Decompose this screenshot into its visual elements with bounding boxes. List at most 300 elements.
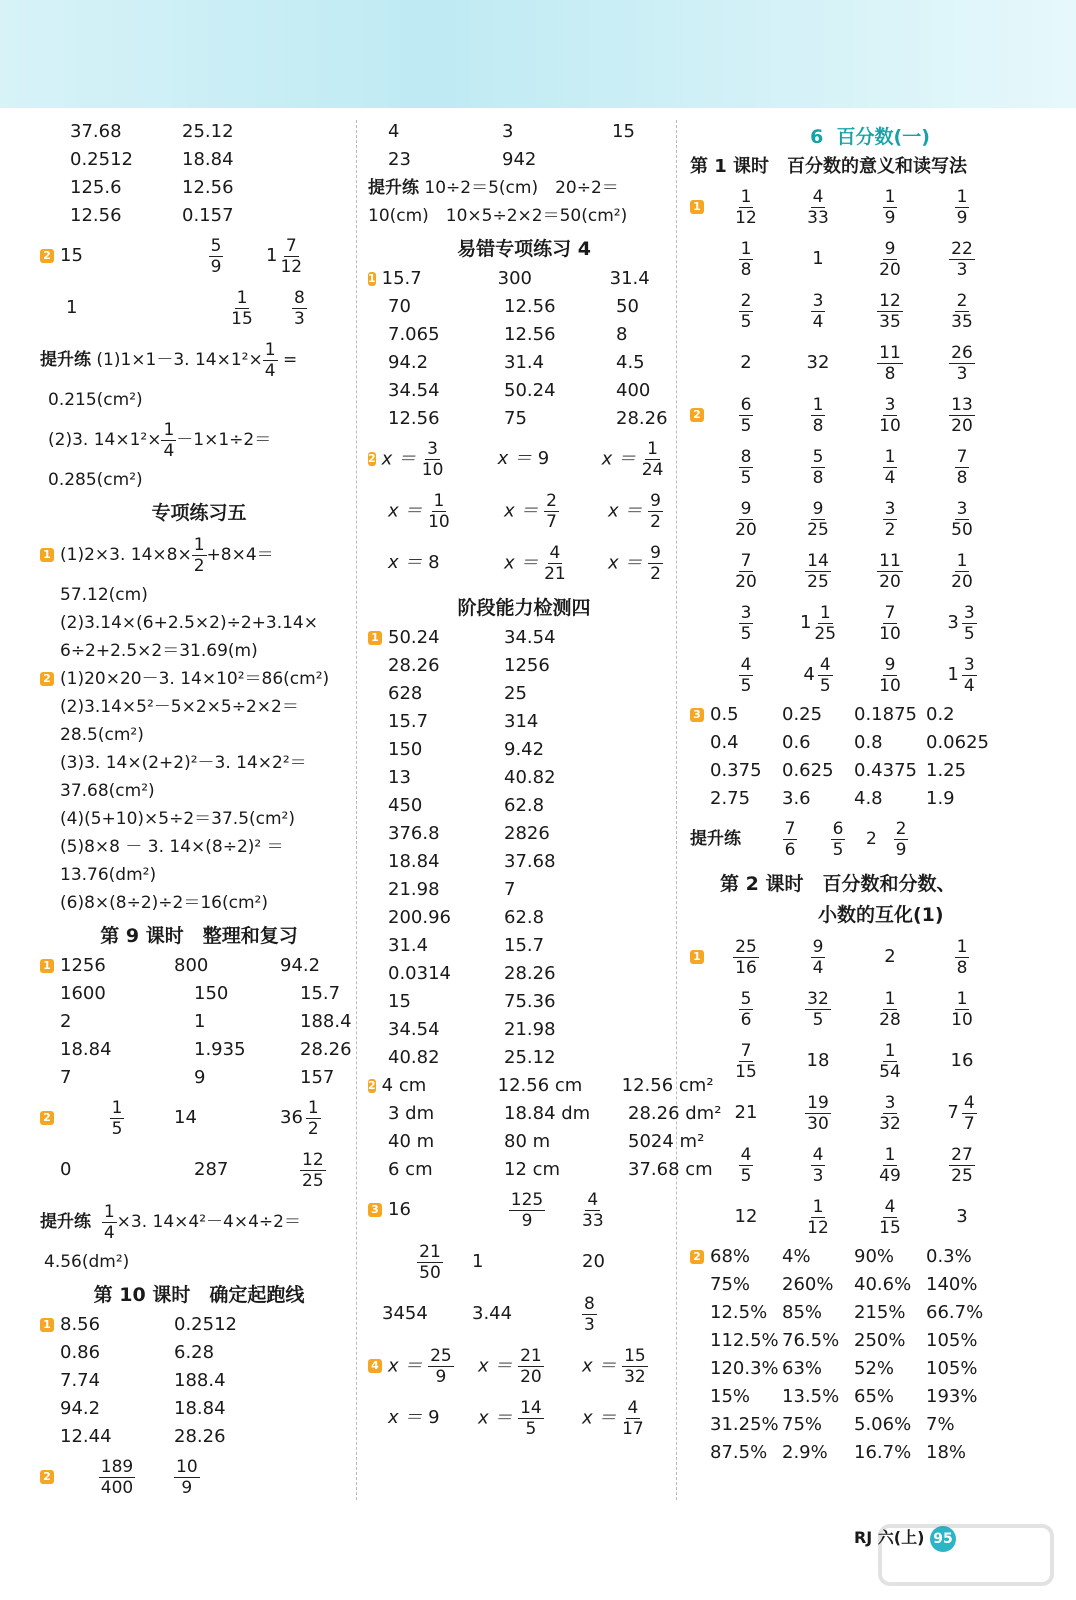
answer-cell: 7 — [504, 879, 516, 900]
answer-cell: 40.6% — [854, 1274, 912, 1295]
answer-cell — [782, 291, 854, 332]
answer-cell — [926, 291, 998, 332]
mixed-number: 4 $\frac{4}{5}$ — [803, 654, 831, 696]
answer-row — [368, 1044, 680, 1072]
answer-cell: 18.84 dm — [504, 1103, 591, 1124]
answer-cell: 200.96 — [388, 907, 451, 928]
tisheng-line: 提升练 10÷2＝5(cm) 20÷2＝ — [368, 178, 619, 198]
answer-cell: 50.24 — [504, 380, 556, 401]
answer-row — [368, 1128, 705, 1156]
answer-cell: 105% — [926, 1358, 978, 1379]
answer-cell: 6 cm — [388, 1159, 433, 1180]
answer-row — [368, 321, 680, 349]
fraction: $\frac{3}{10}$ — [421, 438, 444, 480]
answer-cell — [926, 551, 998, 592]
answer-cell — [854, 447, 926, 488]
answer-cell: 0.6 — [782, 732, 811, 753]
answer-cell: 193% — [926, 1386, 978, 1407]
tisheng-line: 提升练 $\frac{1}{4}$ ×3. 14×4²－4×4÷2＝ — [40, 1201, 301, 1243]
equation-cell: x ＝ 9 — [497, 448, 550, 469]
answer-cell: 75.36 — [504, 991, 556, 1012]
answer-block — [690, 389, 1050, 597]
answer-cell — [926, 187, 998, 228]
answer-cell: 105% — [926, 1330, 978, 1351]
section-title: 阶段能力检测四 — [457, 597, 591, 619]
answer-row: 1600 150 15.7 — [60, 983, 341, 1004]
answer-cell: 94.2 — [388, 352, 429, 373]
answer-row: 12.56 0.157 — [70, 205, 234, 226]
answer-cell: 18.84 — [388, 851, 440, 872]
answer-row — [690, 597, 1050, 649]
answer-cell: 40.82 — [504, 767, 556, 788]
answer-cell — [854, 655, 926, 696]
fraction: $\frac{2}{5}$ — [740, 290, 752, 332]
fraction: $\frac{21}{50}$ — [419, 1241, 441, 1283]
answer-cell — [710, 989, 782, 1030]
answer-cell: 150 — [388, 739, 423, 760]
fraction: $\frac{12}{35}$ — [879, 290, 901, 332]
answer-row — [690, 701, 1050, 729]
answer-row — [690, 1355, 1050, 1383]
answer-cell: 76.5% — [782, 1330, 840, 1351]
fraction: $\frac{9}{4}$ — [812, 936, 824, 978]
answer-cell — [710, 499, 782, 540]
fraction: $\frac{4}{5}$ — [819, 654, 831, 696]
answer-block — [690, 931, 1050, 1243]
answer-row: 0.86 6.28 — [60, 1342, 215, 1363]
question-badge: 1 — [368, 631, 382, 645]
fraction: $\frac{9}{10}$ — [879, 654, 901, 696]
mixed-number: 1 $\frac{1}{25}$ — [799, 602, 837, 644]
fraction: $\frac{3}{4}$ — [812, 290, 824, 332]
fraction: $\frac{1}{2}$ — [193, 534, 205, 576]
answer-row: 1 $\frac{1}{15}$ $\frac{8}{3}$ — [66, 287, 305, 329]
answer-row — [690, 729, 1050, 757]
answer-row — [368, 820, 680, 848]
fraction: $\frac{3}{4}$ — [963, 654, 975, 696]
fraction: $\frac{1}{4}$ — [103, 1201, 115, 1243]
answer-cell — [782, 395, 854, 436]
answer-cell — [854, 1093, 926, 1134]
question-badge: 3 — [690, 708, 704, 722]
answer-cell: 68% — [710, 1246, 751, 1267]
answer-cell — [854, 1197, 926, 1238]
answer-row — [690, 649, 1050, 701]
answer-text: 0.215(cm²) — [48, 390, 143, 410]
answer-cell: 215% — [854, 1302, 906, 1323]
question-badge: 2 — [690, 1250, 704, 1264]
answer-row: 23 942 — [388, 149, 537, 170]
answer-cell — [854, 603, 926, 644]
fraction: $\frac{11}{8}$ — [879, 342, 901, 384]
answer-row: 4 3 15 — [388, 121, 635, 142]
answer-line: 2 (1)20×20－3. 14×10²＝86(cm²) — [40, 665, 358, 693]
fraction: $\frac{7}{8}$ — [956, 446, 968, 488]
answer-row — [690, 1439, 1050, 1467]
fraction: $\frac{1}{8}$ — [812, 394, 824, 436]
answer-cell: 4% — [782, 1246, 811, 1267]
answer-cell: 0.2 — [926, 704, 955, 725]
answer-row — [368, 293, 680, 321]
answer-cell: 7.065 — [388, 324, 440, 345]
fraction: $\frac{1}{9}$ — [884, 186, 896, 228]
question-badge: 1 — [690, 200, 704, 214]
answer-text: (3)3. 14×(2+2)²－3. 14×2²＝ — [60, 753, 307, 773]
answer-cell: 21.98 — [504, 1019, 556, 1040]
answer-cell: 1.9 — [926, 788, 955, 809]
fraction: $\frac{3}{5}$ — [740, 602, 752, 644]
answer-row: 2 15 $\frac{5}{9}$ 1 $\frac{7}{12}$ — [40, 230, 358, 282]
question-badge: 2 — [368, 1079, 376, 1092]
answer-cell: 15.7 — [381, 268, 422, 289]
answer-cell: 140% — [926, 1274, 978, 1295]
answer-text: 57.12(cm) — [60, 585, 148, 605]
answer-cell: 12.56 — [388, 408, 440, 429]
answer-text: (2)3.14×5²－5×2×5÷2×2＝ — [60, 697, 299, 717]
answer-row — [690, 1411, 1050, 1439]
answer-cell: 28.26 — [616, 408, 668, 429]
answer-text: (2)3.14×(6+2.5×2)÷2+3.14× — [60, 613, 318, 633]
answer-row — [690, 389, 1050, 441]
answer-cell — [710, 937, 782, 978]
fraction: $\frac{1}{8}$ — [956, 936, 968, 978]
answer-cell: 15% — [710, 1386, 751, 1407]
answer-cell: 28.26 dm² — [628, 1103, 722, 1124]
fraction: $\frac{11}{20}$ — [879, 550, 901, 592]
answer-row — [690, 545, 1050, 597]
answer-text: 28.5(cm²) — [60, 725, 144, 745]
fraction: $\frac{1}{24}$ — [641, 438, 664, 480]
answer-cell — [710, 447, 782, 488]
answer-cell — [926, 395, 998, 436]
question-badge: 2 — [368, 452, 376, 465]
answer-cell: 314 — [504, 711, 539, 732]
answer-cell: 300 — [497, 268, 533, 289]
fraction: $\frac{27}{25}$ — [951, 1144, 973, 1186]
fraction: $\frac{8}{3}$ — [294, 287, 305, 329]
mixed-number: 7 $\frac{4}{7}$ — [947, 1092, 975, 1134]
answer-cell: 25.12 — [504, 1047, 556, 1068]
answer-cell: 1 — [812, 248, 824, 269]
answer-block — [690, 1243, 1050, 1467]
fraction: $\frac{4}{15}$ — [879, 1196, 901, 1238]
answer-row — [368, 932, 680, 960]
question-badge: 1 — [40, 959, 54, 973]
fraction: $\frac{5}{8}$ — [812, 446, 824, 488]
fraction: $\frac{9}{2}$ — [650, 542, 661, 584]
mixed-number: 36 $\frac{1}{2}$ — [280, 1097, 319, 1139]
header-band — [0, 0, 1076, 108]
answer-cell: 31.4 — [504, 352, 545, 373]
answer-cell: 260% — [782, 1274, 834, 1295]
answer-cell — [710, 1145, 782, 1186]
answer-line: 1 (1)2×3. 14×8× $\frac{1}{2}$ +8×4＝ — [40, 529, 358, 581]
answer-cell — [782, 187, 854, 228]
equation-cell: x ＝ $\frac{1}{24}$ — [601, 438, 664, 480]
answer-text: 37.68(cm²) — [60, 781, 155, 801]
answer-cell: 31.4 — [609, 268, 650, 289]
answer-cell: 0.4 — [710, 732, 739, 753]
answer-cell: 85% — [782, 1302, 823, 1323]
fraction: $\frac{3}{10}$ — [879, 394, 901, 436]
answer-row — [690, 931, 1050, 983]
answer-text: 4.56(dm²) — [44, 1252, 130, 1272]
fraction: $\frac{1}{10}$ — [951, 988, 973, 1030]
mixed-number: 1 $\frac{7}{12}$ — [266, 235, 303, 277]
answer-cell: 21 — [734, 1102, 758, 1123]
fraction: $\frac{4}{33}$ — [807, 186, 829, 228]
fraction: $\frac{1}{15}$ — [231, 287, 253, 329]
answer-cell: 376.8 — [388, 823, 440, 844]
fraction: $\frac{1}{4}$ — [163, 419, 175, 461]
answer-cell: 75% — [782, 1414, 823, 1435]
answer-row: 2 $\frac{1}{5}$ 14 36 $\frac{1}{2}$ — [40, 1092, 358, 1144]
fraction: $\frac{22}{3}$ — [951, 238, 973, 280]
answer-cell: 0.5 — [710, 704, 739, 725]
answer-row — [368, 265, 680, 293]
answer-cell: 0.1875 — [854, 704, 917, 725]
answer-cell: 7% — [926, 1414, 955, 1435]
answer-row — [690, 337, 1050, 389]
fraction: $\frac{1}{9}$ — [956, 186, 968, 228]
answer-cell: 0.4375 — [854, 760, 917, 781]
answer-cell — [926, 239, 998, 280]
column-2 — [368, 118, 722, 1444]
page-number: 95 — [930, 1526, 956, 1552]
answer-cell — [854, 239, 926, 280]
answer-row — [368, 433, 680, 485]
answer-cell — [854, 1041, 926, 1082]
answer-cell: 628 — [388, 683, 423, 704]
fraction: $\frac{189}{400}$ — [100, 1456, 134, 1498]
answer-cell: 37.68 — [504, 851, 556, 872]
answer-cell: 75 — [504, 408, 527, 429]
answer-cell: 400 — [616, 380, 651, 401]
answer-cell — [854, 989, 926, 1030]
fraction: $\frac{25}{16}$ — [735, 936, 757, 978]
answer-cell — [926, 655, 998, 696]
answer-cell: 50.24 — [388, 627, 440, 648]
fraction: $\frac{12}{25}$ — [302, 1149, 324, 1191]
column-1 — [40, 118, 358, 1503]
answer-cell: 15.7 — [388, 711, 429, 732]
answer-cell: 3 — [956, 1206, 968, 1227]
answer-cell: 34.54 — [388, 1019, 440, 1040]
fraction: $\frac{2}{7}$ — [546, 490, 557, 532]
answer-cell: 25 — [504, 683, 527, 704]
answer-cell: 28.26 — [504, 963, 556, 984]
fraction: $\frac{1}{20}$ — [951, 550, 973, 592]
answer-cell — [854, 551, 926, 592]
answer-cell: 18% — [926, 1442, 967, 1463]
answer-block — [368, 1072, 722, 1184]
fraction: $\frac{3}{32}$ — [879, 1092, 901, 1134]
answer-row — [368, 624, 680, 652]
answer-row: 7.74 188.4 — [60, 1370, 226, 1391]
answer-row — [368, 537, 680, 589]
answer-row — [690, 181, 1050, 233]
answer-row: 0 287 $\frac{12}{25}$ — [60, 1149, 324, 1191]
answer-row — [368, 1100, 722, 1128]
section-title: 易错专项练习 4 — [457, 238, 591, 260]
fraction: $\frac{9}{20}$ — [879, 238, 901, 280]
answer-cell — [710, 291, 782, 332]
answer-text: (4)(5+10)×5÷2＝37.5(cm²) — [60, 809, 295, 829]
fraction: $\frac{26}{3}$ — [951, 342, 973, 384]
question-badge: 1 — [690, 950, 704, 964]
watermark-logo — [876, 1520, 1056, 1590]
answer-cell: 2 — [884, 946, 896, 967]
answer-cell — [854, 499, 926, 540]
answer-row — [690, 1383, 1050, 1411]
answer-cell: 0.375 — [710, 760, 762, 781]
answer-cell — [926, 1093, 998, 1134]
answer-text: 6÷2+2.5×2＝31.69(m) — [60, 641, 258, 661]
answer-cell: 18 — [806, 1050, 830, 1071]
answer-row — [368, 988, 680, 1016]
answer-cell: 250% — [854, 1330, 906, 1351]
tisheng-line: (2)3. 14×1²× $\frac{1}{4}$ －1×1÷2＝ — [48, 419, 272, 461]
fraction: $\frac{1}{8}$ — [740, 238, 752, 280]
answer-row — [368, 377, 680, 405]
answer-block — [690, 181, 1050, 389]
question-badge: 1 — [368, 272, 376, 285]
answer-cell: 16.7% — [854, 1442, 912, 1463]
answer-cell: 12 — [734, 1206, 758, 1227]
answer-row — [368, 485, 680, 537]
answer-row — [368, 680, 680, 708]
answer-row: 1 1256 800 94.2 — [40, 952, 358, 980]
answer-block — [368, 624, 680, 1072]
answer-row — [690, 785, 1050, 813]
tisheng-line: 提升练 $\frac{7}{6}$ $\frac{6}{5}$ 2 $\frac{2}{9}$ — [690, 818, 907, 860]
fraction: $\frac{7}{10}$ — [879, 602, 901, 644]
answer-cell: 3.6 — [782, 788, 811, 809]
answer-row — [690, 1191, 1050, 1243]
answer-cell: 2826 — [504, 823, 550, 844]
column-3 — [690, 118, 1050, 1467]
answer-row — [690, 1271, 1050, 1299]
answer-row: 7 9 157 — [60, 1067, 335, 1088]
answer-cell: 15 — [388, 991, 411, 1012]
equation-cell: x ＝ $\frac{9}{2}$ — [608, 490, 661, 532]
answer-cell: 0.0314 — [388, 963, 451, 984]
fraction: $\frac{13}{20}$ — [951, 394, 973, 436]
answer-cell: 34.54 — [388, 380, 440, 401]
answer-cell: 12.56 cm — [497, 1075, 583, 1096]
answer-text: 0.285(cm²) — [48, 470, 143, 490]
answer-cell: 12.5% — [710, 1302, 768, 1323]
fraction: $\frac{1}{5}$ — [111, 1097, 123, 1139]
lesson-title: 小数的互化(1) — [818, 904, 944, 926]
answer-cell — [854, 187, 926, 228]
answer-block — [368, 265, 680, 433]
fraction: $\frac{10}{9}$ — [176, 1456, 198, 1498]
answer-cell — [926, 343, 998, 384]
answer-cell: 2.75 — [710, 788, 751, 809]
answer-cell — [926, 937, 998, 978]
answer-cell: 3 dm — [388, 1103, 435, 1124]
answer-cell: 31.4 — [388, 935, 429, 956]
answer-cell: 90% — [854, 1246, 895, 1267]
answer-cell — [710, 239, 782, 280]
answer-cell: 5024 m² — [628, 1131, 705, 1152]
answer-row — [368, 848, 680, 876]
answer-cell — [710, 551, 782, 592]
answer-cell: 0.625 — [782, 760, 834, 781]
equation-cell: x ＝ $\frac{4}{21}$ — [504, 542, 566, 584]
answer-row — [368, 405, 680, 433]
answer-cell — [710, 395, 782, 436]
answer-row — [690, 493, 1050, 545]
answer-cell: 0.3% — [926, 1246, 972, 1267]
fraction: $\frac{19}{30}$ — [807, 1092, 829, 1134]
question-badge: 2 — [40, 1111, 54, 1125]
answer-row — [690, 1243, 1050, 1271]
fraction: $\frac{125}{9}$ — [510, 1189, 544, 1231]
fraction: $\frac{1}{54}$ — [879, 1040, 901, 1082]
answer-row: 1 8.56 0.2512 — [40, 1311, 358, 1339]
answer-cell: 63% — [782, 1358, 823, 1379]
answer-cell: 8 — [616, 324, 628, 345]
answer-cell — [782, 1197, 854, 1238]
question-badge: 2 — [40, 672, 54, 686]
answer-cell: 66.7% — [926, 1302, 984, 1323]
equation-cell: x ＝ 8 — [388, 552, 440, 573]
answer-cell — [854, 291, 926, 332]
fraction: $\frac{7}{15}$ — [735, 1040, 757, 1082]
fraction: $\frac{4}{21}$ — [544, 542, 566, 584]
answer-cell — [782, 499, 854, 540]
fraction: $\frac{1}{49}$ — [879, 1144, 901, 1186]
answer-cell: 450 — [388, 795, 423, 816]
answer-row — [368, 1156, 713, 1184]
answer-text: (5)8×8 － 3. 14×(8÷2)² ＝ — [60, 837, 284, 857]
answer-row — [368, 652, 680, 680]
fraction: $\frac{1}{25}$ — [814, 602, 837, 644]
answer-cell: 4.5 — [616, 352, 645, 373]
answer-cell — [710, 603, 782, 644]
fraction: $\frac{2}{35}$ — [951, 290, 973, 332]
fraction: $\frac{4}{5}$ — [740, 654, 752, 696]
fraction: $\frac{9}{20}$ — [735, 498, 757, 540]
lesson-title: 第 1 课时 百分数的意义和读写法 — [690, 156, 968, 177]
answer-cell: 1256 — [504, 655, 550, 676]
answer-row — [368, 736, 680, 764]
answer-cell: 5.06% — [854, 1414, 912, 1435]
fraction: $\frac{4}{5}$ — [740, 1144, 752, 1186]
answer-row: 2 1 188.4 — [60, 1011, 352, 1032]
answer-cell: 80 m — [504, 1131, 551, 1152]
answer-cell: 70 — [388, 296, 411, 317]
answer-row — [368, 1016, 680, 1044]
answer-cell: 13 — [388, 767, 411, 788]
answer-row — [368, 792, 680, 820]
answer-row — [690, 1087, 1050, 1139]
answer-row: $\frac{21}{50}$ 1 20 — [368, 1236, 680, 1288]
answer-cell — [926, 1145, 998, 1186]
answer-row — [368, 764, 680, 792]
answer-cell: 32 — [806, 352, 830, 373]
answer-cell: 52% — [854, 1358, 895, 1379]
fraction: $\frac{8}{5}$ — [740, 446, 752, 488]
answer-cell — [782, 655, 854, 696]
answer-row: x ＝ 9 x ＝ $\frac{14}{5}$ x ＝ $\frac{4}{17}$ — [388, 1397, 644, 1439]
answer-cell — [710, 655, 782, 696]
answer-cell: 15.7 — [504, 935, 545, 956]
answer-row: 3 16 $\frac{125}{9}$ $\frac{4}{33}$ — [368, 1184, 680, 1236]
answer-cell: 2.9% — [782, 1442, 828, 1463]
